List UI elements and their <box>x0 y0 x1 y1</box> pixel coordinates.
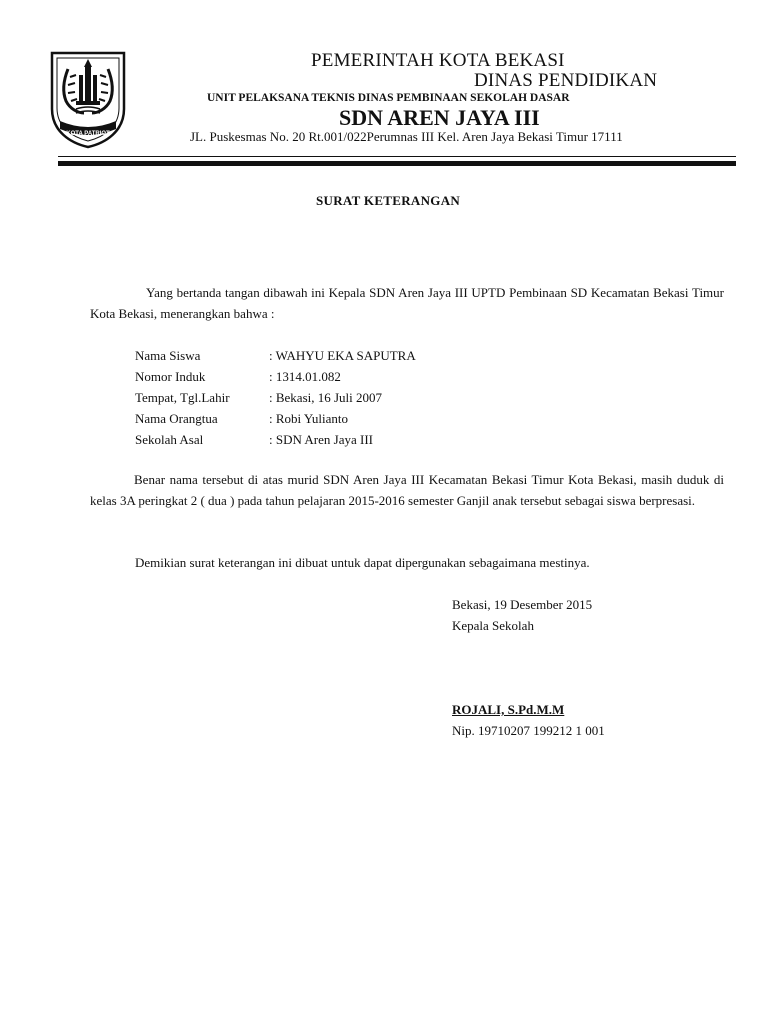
signature-role: Kepala Sekolah <box>452 618 534 633</box>
body-paragraph <box>90 469 724 511</box>
field-label: Sekolah Asal <box>135 432 204 447</box>
header-government: PEMERINTAH KOTA BEKASI <box>311 50 565 71</box>
letterhead-divider-thick <box>58 161 736 166</box>
closing-text: Demikian surat keterangan ini dibuat untuk dapat dipergunakan sebagaimana mestinya. <box>135 555 590 570</box>
field-label: Nama Orangtua <box>135 411 218 426</box>
field-value: : SDN Aren Jaya III <box>269 432 373 447</box>
header-unit: UNIT PELAKSANA TEKNIS DINAS PEMBINAAN SEKOLAH DASAR <box>207 92 570 104</box>
field-value: : Robi Yulianto <box>269 411 348 426</box>
document-title: SURAT KETERANGAN <box>316 193 461 208</box>
intro-paragraph <box>90 282 724 324</box>
field-value: : WAHYU EKA SAPUTRA <box>269 348 416 363</box>
field-value: : 1314.01.082 <box>269 369 341 384</box>
field-label: Tempat, Tgl.Lahir <box>135 390 230 405</box>
field-row <box>135 366 416 387</box>
field-value: : Bekasi, 16 Juli 2007 <box>269 390 383 405</box>
field-row <box>135 408 416 429</box>
student-details <box>135 345 416 450</box>
field-row <box>135 387 416 408</box>
letterhead-divider-thin <box>58 156 736 157</box>
signature-place-date: Bekasi, 19 Desember 2015 <box>452 597 593 612</box>
header-department: DINAS PENDIDIKAN <box>474 70 658 91</box>
header-school: SDN AREN JAYA III <box>339 105 540 130</box>
field-label: Nama Siswa <box>135 348 201 363</box>
body-text: Benar nama tersebut di atas murid SDN Aren Jaya III Kecamatan Bekasi Timur Kota Bekasi, masih duduk di kelas 3A peringkat 2 ( dua ) pada tahun pelajaran 2015-2016 semester Ganjil anak tersebut sebagai siswa berpresasi. <box>90 472 724 508</box>
intro-text: Yang bertanda tangan dibawah ini Kepala SDN Aren Jaya III UPTD Pembinaan SD Kecamatan Bekasi Timur Kota Bekasi, menerangkan bahwa : <box>90 285 724 321</box>
header-address: JL. Puskesmas No. 20 Rt.001/022Perumnas III Kel. Aren Jaya Bekasi Timur 17111 <box>190 129 623 144</box>
field-label: Nomor Induk <box>135 369 206 384</box>
field-row <box>135 429 416 450</box>
signature-name: ROJALI, S.Pd.M.M <box>452 702 565 717</box>
signature-nip: Nip. 19710207 199212 1 001 <box>452 723 605 738</box>
field-row <box>135 345 416 366</box>
logo-text: KOTA PATRIOT <box>66 131 110 137</box>
